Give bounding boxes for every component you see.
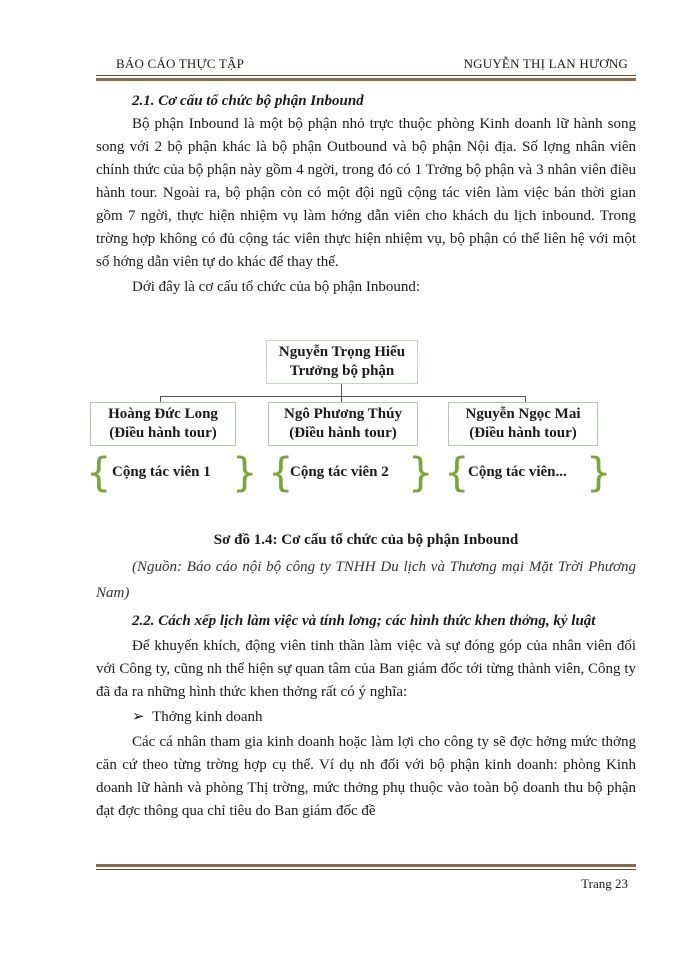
section-1 <box>96 90 636 299</box>
arrow-bullet-icon: ➢ <box>132 709 145 725</box>
page-number: Trang 23 <box>581 876 628 891</box>
brace-close-icon: } <box>586 450 612 496</box>
org-box-member-2 <box>268 402 418 446</box>
section-1-paragraph-1: Bộ phận Inbound là một bộ phận nhỏ trực thuộc phòng Kinh doanh lữ hành song song với 2 bộ phận khác là bộ phận Outbound và bộ phận Nội địa. Số lợng nhân viên chính thức của bộ phận này gồm 4 ngời, trong đó có 1 Trởng bộ phận và 3 nhân viên điều hành tour. Ngoài ra, bộ phận còn có một đội ngũ cộng tác viên làm việc bán thời gian gồm 7 ngời, thực hiện nhiệm vụ làm hớng dẫn viên cho khách du lịch inbound. Trong trờng hợp không có đủ cộng tác viên thực hiện nhiệm vụ, bộ phận có thể liên hệ với một số hớng dẫn viên tự do khác để thay thế. <box>96 116 636 270</box>
member-role: (Điều hành tour) <box>469 425 577 441</box>
brace-open-icon: { <box>268 450 294 496</box>
section-1-paragraph-2: Dới đây là cơ cấu tổ chức của bộ phận Inbound: <box>132 279 421 295</box>
org-box-member-1 <box>90 402 236 446</box>
diagram-source: (Nguồn: Báo cáo nội bộ công ty TNHH Du lịch và Thương mại Mặt Trời Phương Nam) <box>96 559 636 601</box>
section-2-paragraph-2: Các cá nhân tham gia kinh doanh hoặc làm lợi cho công ty sẽ đợc hởng mức thởng căn cứ theo từng trờng hợp cụ thể. Ví dụ nh đối với bộ phận kinh doanh: phòng Kinh doanh lữ hành và phòng Thị trờng, mức thởng phụ thuộc vào toàn bộ doanh thu bộ phận đạt đợc thông qua chỉ tiêu do Ban giám đốc đề <box>96 734 636 819</box>
collaborator-3: Cộng tác viên... <box>468 464 567 480</box>
section-2 <box>96 610 636 823</box>
org-box-member-3 <box>448 402 598 446</box>
bullet-text: Thởng kinh doanh <box>152 709 263 725</box>
org-head-name: Nguyễn Trọng Hiếu <box>278 344 406 360</box>
member-role: (Điều hành tour) <box>109 425 217 441</box>
collaborator-1: Cộng tác viên 1 <box>112 464 211 480</box>
header-title: BÁO CÁO THỰC TẬP <box>116 56 245 71</box>
section-2-heading: 2.2. Cách xếp lịch làm việc và tính lơng; các hình thức khen thởng, kỷ luật <box>132 613 596 629</box>
section-1-heading: 2.1. Cơ cấu tổ chức bộ phận Inbound <box>132 93 364 109</box>
section-2-paragraph-1: Để khuyến khích, động viên tinh thần làm việc và sự đóng góp của nhân viên đối với Công ty, cũng nh thể hiện sự quan tâm của Ban giám đốc tới từng thành viên, Công ty đã đa ra những hình thức khen thởng rất có ý nghĩa: <box>96 638 636 700</box>
bullet-item <box>96 706 636 729</box>
brace-open-icon: { <box>86 450 112 496</box>
header-rule-thick <box>96 78 636 81</box>
header-rule-thin <box>96 75 636 76</box>
brace-close-icon: } <box>408 450 434 496</box>
connector-line <box>160 396 525 397</box>
member-name: Nguyễn Ngọc Mai <box>465 406 581 422</box>
connector-line <box>341 384 342 396</box>
org-head-role: Trưởng bộ phận <box>289 363 395 379</box>
org-chart <box>86 340 612 500</box>
brace-close-icon: } <box>232 450 258 496</box>
org-box-head <box>266 340 418 384</box>
footer-rule-thick <box>96 864 636 867</box>
member-name: Hoàng Đức Long <box>108 406 218 422</box>
footer-rule-thin <box>96 869 636 870</box>
header-author: NGUYỄN THỊ LAN HƯƠNG <box>463 56 628 71</box>
member-name: Ngô Phương Thúy <box>284 406 402 422</box>
brace-open-icon: { <box>444 450 470 496</box>
member-role: (Điều hành tour) <box>289 425 397 441</box>
diagram-caption: Sơ đồ 1.4: Cơ cấu tổ chức của bộ phận Inbound <box>213 532 519 548</box>
collaborator-2: Cộng tác viên 2 <box>290 464 389 480</box>
